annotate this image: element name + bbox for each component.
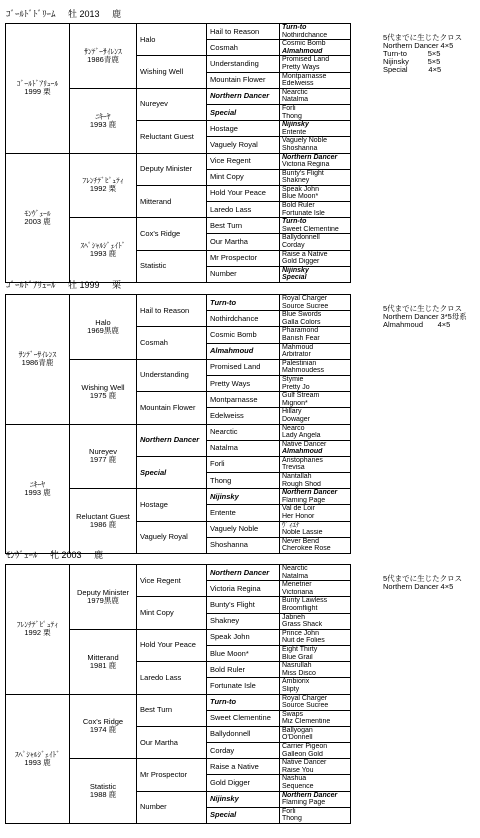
- gen5-cell: [280, 694, 351, 710]
- ancestor-info: 2003 鹿: [24, 216, 51, 226]
- gen3-cell: Statistic: [137, 250, 207, 282]
- gen5-cell: [280, 678, 351, 694]
- gen5-cell: [280, 104, 351, 120]
- gen5-name: Hillary: [282, 408, 302, 416]
- gen3-cell: Mountain Flower: [137, 392, 207, 424]
- gen3-cell: Cosmah: [137, 327, 207, 359]
- ancestor-name: ﾓﾝｳﾞｪｰﾙ: [24, 208, 51, 218]
- gen5-name: Aristophanes: [282, 456, 323, 464]
- grandparent-cell: [70, 24, 137, 89]
- gen5-cell: [280, 440, 351, 456]
- horse-name: ｺﾞｰﾙﾄﾞﾄﾞﾘｰﾑ: [6, 9, 56, 19]
- gen5-cell: [280, 424, 351, 440]
- gen4-cell: Cosmah: [207, 40, 280, 56]
- gen4-cell: Vaguely Royal: [207, 137, 280, 153]
- cross-note-line: Turn-to 5×5: [383, 49, 441, 58]
- gen5-name: Northern Dancer: [282, 791, 338, 799]
- grandparent-cell: [70, 489, 137, 554]
- ancestor-info: 1974 鹿: [89, 725, 117, 735]
- ancestor-info: 1993 鹿: [89, 249, 117, 259]
- gen5-cell: [280, 359, 351, 375]
- grandparent-cell: [70, 88, 137, 153]
- gen5-name: Eight Thirty: [282, 645, 318, 653]
- gen3-cell: Our Martha: [137, 726, 207, 758]
- gen5-cell: [280, 343, 351, 359]
- ancestor-name: Statistic: [89, 782, 117, 792]
- gen5-cell: [280, 645, 351, 661]
- horse-color: 栗: [112, 280, 122, 290]
- gen5-cell: [280, 234, 351, 250]
- gen5-cell: [280, 581, 351, 597]
- gen5-name: Cosmic Bomb: [282, 40, 326, 48]
- horse-sex-year: 牡 2013: [68, 9, 100, 19]
- gen5-name: Ballyogan: [282, 726, 313, 734]
- gen5-cell: [280, 88, 351, 104]
- gen5-cell: [280, 710, 351, 726]
- gen5-name: Natalma: [282, 96, 309, 104]
- gen5-cell: [280, 295, 351, 311]
- sire-dam-cell: [6, 295, 70, 425]
- gen4-cell: Nijinsky: [207, 489, 280, 505]
- gen5-name: Source Sucree: [282, 302, 329, 310]
- gen4-cell: Northern Dancer: [207, 565, 280, 581]
- gen3-cell: Special: [137, 456, 207, 488]
- gen5-name: Stymie: [282, 375, 304, 383]
- gen4-cell: Mr Prospector: [207, 250, 280, 266]
- gen5-cell: [280, 489, 351, 505]
- ancestor-info: 1992 栗: [89, 184, 117, 194]
- horse-color: 鹿: [94, 550, 104, 560]
- gen5-name: Flaming Page: [282, 799, 326, 807]
- gen5-name: Turn-to: [282, 24, 307, 31]
- gen5-name: Flaming Page: [282, 496, 326, 504]
- gen4-cell: Mint Copy: [207, 169, 280, 185]
- gen5-name: Forli: [282, 807, 296, 815]
- gen4-cell: Bold Ruler: [207, 662, 280, 678]
- gen5-cell: [280, 565, 351, 581]
- gen5-name: Blue Grail: [282, 653, 313, 661]
- gen4-cell: Special: [207, 807, 280, 823]
- gen5-name: Bunty's Flight: [282, 169, 324, 177]
- gen5-name: Blue Swords: [282, 311, 322, 319]
- sire-dam-cell: [6, 694, 70, 824]
- gen4-cell: Turn-to: [207, 694, 280, 710]
- gen5-name: Nasrullah: [282, 662, 312, 670]
- gen3-cell: Nureyev: [137, 88, 207, 120]
- gen3-cell: Wishing Well: [137, 56, 207, 88]
- gen5-cell: [280, 56, 351, 72]
- sire-dam-cell: [6, 424, 70, 554]
- gen5-name: Pretty Ways: [282, 63, 320, 71]
- gen5-name: Blue Moon*: [282, 193, 319, 201]
- ancestor-name: Cox's Ridge: [82, 717, 124, 727]
- gen5-name: Fortunate Isle: [282, 209, 325, 217]
- gen5-name: Banish Fear: [282, 334, 320, 342]
- gen5-name: Sweet Clementine: [282, 225, 339, 233]
- gen4-cell: Turn-to: [207, 295, 280, 311]
- gen5-cell: [280, 629, 351, 645]
- ancestor-info: 1977 鹿: [89, 455, 117, 465]
- gen4-cell: Shakney: [207, 613, 280, 629]
- ancestor-info: 1988 鹿: [89, 790, 117, 800]
- cross-note-line: Special 4×5: [383, 65, 442, 74]
- gen5-name: Ambiorix: [282, 678, 310, 686]
- gen5-cell: [280, 456, 351, 472]
- gen4-cell: Best Turn: [207, 218, 280, 234]
- gen5-name: Mahmoudess: [282, 367, 325, 375]
- gen5-name: Montparnasse: [282, 72, 327, 80]
- gen5-name: Nashua: [282, 775, 307, 783]
- gen5-name: Slipty: [282, 685, 300, 693]
- gen5-name: Native Dancer: [282, 440, 327, 448]
- grandparent-cell: [70, 424, 137, 489]
- gen5-name: Sequence: [282, 783, 314, 791]
- gen4-cell: Blue Moon*: [207, 645, 280, 661]
- ancestor-name: Halo: [95, 317, 111, 327]
- gen4-cell: Cosmic Bomb: [207, 327, 280, 343]
- gen3-cell: Mint Copy: [137, 597, 207, 629]
- gen4-cell: Pretty Ways: [207, 375, 280, 391]
- gen5-name: Edelweiss: [282, 80, 314, 88]
- cross-note-line: Almahmoud 4×5: [383, 320, 451, 329]
- ancestor-info: 1993 鹿: [24, 757, 51, 767]
- pedigree-table: [5, 294, 351, 554]
- ancestor-info: 1993 鹿: [89, 119, 117, 129]
- gen4-cell: Nijinsky: [207, 791, 280, 807]
- gen4-cell: Corday: [207, 743, 280, 759]
- gen5-cell: [280, 169, 351, 185]
- gen4-cell: Hostage: [207, 121, 280, 137]
- gen5-cell: [280, 137, 351, 153]
- gen5-name: Promised Land: [282, 56, 330, 64]
- gen3-cell: Hail to Reason: [137, 295, 207, 327]
- gen5-name: Gold Digger: [282, 258, 320, 266]
- ancestor-name: ﾌﾚﾝﾁﾃﾞﾋﾟｭﾃｨ: [82, 176, 124, 186]
- gen4-cell: Fortunate Isle: [207, 678, 280, 694]
- ancestor-name: Wishing Well: [81, 382, 125, 392]
- section-title: [6, 7, 121, 20]
- pedigree-table: [5, 564, 351, 824]
- gen4-cell: Sweet Clementine: [207, 710, 280, 726]
- sire-dam-cell: [6, 565, 70, 695]
- gen5-cell: [280, 121, 351, 137]
- ancestor-name: Mitterand: [87, 652, 119, 662]
- grandparent-cell: [70, 759, 137, 824]
- gen5-name: Nijinsky: [282, 266, 309, 274]
- gen5-cell: [280, 473, 351, 489]
- gen5-name: Forli: [282, 104, 296, 112]
- gen5-cell: [280, 791, 351, 807]
- gen5-cell: [280, 327, 351, 343]
- gen5-cell: [280, 375, 351, 391]
- gen4-cell: Entente: [207, 505, 280, 521]
- gen3-cell: Laredo Lass: [137, 662, 207, 694]
- ancestor-name: ｻﾝﾃﾞｰｻｲﾚﾝｽ: [84, 46, 122, 56]
- gen4-cell: Hail to Reason: [207, 24, 280, 40]
- ancestor-info: 1986青鹿: [21, 358, 54, 368]
- gen5-name: Nuit de Folies: [282, 637, 325, 645]
- gen5-name: Galla Colors: [282, 318, 321, 326]
- gen4-cell: Forli: [207, 456, 280, 472]
- gen4-cell: Our Martha: [207, 234, 280, 250]
- ancestor-info: 1975 鹿: [89, 390, 117, 400]
- gen5-name: Jabneh: [282, 613, 305, 621]
- gen5-name: Cherokee Rose: [282, 545, 331, 553]
- gen5-name: Entente: [282, 128, 307, 136]
- gen4-cell: Shoshanna: [207, 537, 280, 553]
- gen5-name: Nothirdchance: [282, 31, 328, 39]
- grandparent-cell: [70, 565, 137, 630]
- pedigree-table: [5, 23, 351, 283]
- gen5-cell: [280, 759, 351, 775]
- gen5-name: Carrier Pigeon: [282, 743, 328, 751]
- gen5-cell: [280, 266, 351, 282]
- gen4-cell: Montparnasse: [207, 392, 280, 408]
- gen5-name: O'Donnell: [282, 734, 313, 742]
- gen3-cell: Cox's Ridge: [137, 218, 207, 250]
- gen5-name: Raise a Native: [282, 250, 328, 258]
- gen3-cell: Mr Prospector: [137, 759, 207, 791]
- gen4-cell: Vaguely Noble: [207, 521, 280, 537]
- cross-note-line: Northern Dancer 4×5: [383, 41, 454, 50]
- gen5-name: Dowager: [282, 415, 311, 423]
- gen5-cell: [280, 153, 351, 169]
- gen5-name: Raise You: [282, 766, 314, 774]
- gen3-cell: Hostage: [137, 489, 207, 521]
- gen5-name: Galleon Gold: [282, 750, 323, 758]
- gen5-name: Almahmoud: [282, 47, 323, 55]
- cross-note-line: Northern Dancer 3*5母系: [383, 312, 467, 321]
- gen3-cell: Halo: [137, 24, 207, 56]
- gen5-name: Palestinian: [282, 359, 317, 367]
- sire-dam-cell: [6, 24, 70, 154]
- gen5-name: Val de Loir: [282, 505, 315, 513]
- gen5-cell: [280, 408, 351, 424]
- gen4-cell: Vice Regent: [207, 153, 280, 169]
- gen4-cell: Edelweiss: [207, 408, 280, 424]
- gen5-cell: [280, 40, 351, 56]
- gen5-name: Natalma: [282, 572, 309, 580]
- cross-note-line: 5代までに生じたクロス: [383, 574, 463, 583]
- ancestor-name: ﾌﾚﾝﾁﾃﾞﾋﾟｭﾃｨ: [16, 620, 59, 630]
- gen4-cell: Speak John: [207, 629, 280, 645]
- gen5-name: Victoria Regina: [282, 161, 330, 169]
- gen3-cell: Hold Your Peace: [137, 629, 207, 661]
- gen5-name: Mignon*: [282, 399, 308, 407]
- gen4-cell: Understanding: [207, 56, 280, 72]
- gen5-name: ｳﾞｨｴﾅ: [282, 521, 300, 529]
- gen4-cell: Ballydonnell: [207, 726, 280, 742]
- gen5-name: Rough Shod: [282, 480, 321, 488]
- ancestor-name: Reluctant Guest: [76, 512, 130, 522]
- gen4-cell: Number: [207, 266, 280, 282]
- section-title: [6, 548, 103, 561]
- gen5-name: Arbitrator: [282, 351, 311, 359]
- gen3-cell: Best Turn: [137, 694, 207, 726]
- gen3-cell: Reluctant Guest: [137, 121, 207, 153]
- ancestor-info: 1986 鹿: [89, 520, 117, 530]
- grandparent-cell: [70, 694, 137, 759]
- gen5-name: Northern Dancer: [282, 153, 338, 161]
- grandparent-cell: [70, 218, 137, 283]
- gen5-name: Her Honor: [282, 513, 315, 521]
- gen4-cell: Nothirdchance: [207, 311, 280, 327]
- gen5-name: Miz Clementine: [282, 718, 331, 726]
- gen4-cell: Nearctic: [207, 424, 280, 440]
- gen5-name: Swaps: [282, 710, 304, 718]
- gen5-name: Mahmoud: [282, 343, 314, 351]
- horse-name: ﾓﾝｳﾞｪｰﾙ: [6, 550, 38, 560]
- gen5-name: Nijinsky: [282, 121, 309, 129]
- gen5-cell: [280, 597, 351, 613]
- gen3-cell: Understanding: [137, 359, 207, 391]
- gen5-name: Miss Disco: [282, 669, 316, 677]
- grandparent-cell: [70, 295, 137, 360]
- gen5-name: Corday: [282, 242, 305, 250]
- cross-notes: [383, 575, 462, 591]
- gen5-cell: [280, 185, 351, 201]
- gen5-name: Thong: [282, 112, 302, 120]
- grandparent-cell: [70, 629, 137, 694]
- gen4-cell: Raise a Native: [207, 759, 280, 775]
- ancestor-info: 1992 栗: [24, 628, 51, 638]
- gen5-name: Shoshanna: [282, 144, 318, 152]
- gen5-name: Never Bend: [282, 537, 319, 545]
- gen5-cell: [280, 202, 351, 218]
- gen4-cell: Thong: [207, 473, 280, 489]
- ancestor-info: 1969黒鹿: [87, 325, 119, 335]
- gen5-name: Pharamond: [282, 327, 319, 335]
- ancestor-info: 1999 栗: [24, 87, 51, 97]
- ancestor-name: Deputy Minister: [76, 587, 130, 597]
- ancestor-name: ｽﾍﾟｼｬﾙｼﾞｪｲﾄﾞ: [15, 749, 60, 759]
- gen5-name: Thong: [282, 815, 302, 823]
- horse-sex-year: 牝 2003: [50, 550, 82, 560]
- gen5-cell: [280, 775, 351, 791]
- cross-notes: [383, 34, 462, 74]
- gen3-cell: Number: [137, 791, 207, 823]
- gen3-cell: Mitterand: [137, 185, 207, 217]
- cross-note-line: 5代までに生じたクロス: [383, 33, 463, 42]
- ancestor-name: ｺﾞｰﾙﾄﾞｱﾘｭｰﾙ: [16, 79, 59, 89]
- gen5-name: Nearctic: [282, 88, 308, 96]
- cross-note-line: Northern Dancer 4×5: [383, 582, 454, 591]
- gen5-name: Speak John: [282, 185, 319, 193]
- gen5-name: Turn-to: [282, 218, 307, 226]
- horse-color: 鹿: [112, 9, 122, 19]
- gen5-name: Noble Lassie: [282, 529, 323, 537]
- horse-name: ｺﾞｰﾙﾄﾞｱﾘｭｰﾙ: [6, 280, 56, 290]
- gen5-cell: [280, 521, 351, 537]
- horse-sex-year: 牡 1999: [68, 280, 100, 290]
- gen5-name: Bunty Lawless: [282, 597, 328, 605]
- gen5-name: Vaguely Noble: [282, 137, 328, 145]
- gen4-cell: Promised Land: [207, 359, 280, 375]
- gen3-cell: Vaguely Royal: [137, 521, 207, 553]
- gen5-name: Trevisa: [282, 464, 305, 472]
- gen5-name: Ballydonnell: [282, 234, 320, 242]
- gen5-name: Northern Dancer: [282, 489, 338, 497]
- gen5-cell: [280, 218, 351, 234]
- cross-note-line: Nijinsky 5×5: [383, 57, 441, 66]
- gen5-name: Nearctic: [282, 565, 308, 572]
- gen5-cell: [280, 250, 351, 266]
- gen4-cell: Special: [207, 104, 280, 120]
- gen5-name: Menetrier: [282, 581, 312, 589]
- gen5-name: Almahmoud: [282, 448, 323, 456]
- gen5-name: Shakney: [282, 177, 310, 185]
- ancestor-info: 1979黒鹿: [87, 595, 119, 605]
- gen5-name: Royal Charger: [282, 295, 328, 302]
- gen5-name: Victoriana: [282, 588, 314, 596]
- sire-dam-cell: [6, 153, 70, 283]
- grandparent-cell: [70, 153, 137, 218]
- gen5-cell: [280, 392, 351, 408]
- gen5-name: Gulf Stream: [282, 392, 320, 400]
- gen3-cell: Deputy Minister: [137, 153, 207, 185]
- grandparent-cell: [70, 359, 137, 424]
- cross-notes: [383, 305, 467, 329]
- gen5-cell: [280, 613, 351, 629]
- gen4-cell: Natalma: [207, 440, 280, 456]
- ancestor-info: 1981 鹿: [89, 660, 117, 670]
- gen5-name: Native Dancer: [282, 759, 327, 767]
- gen4-cell: Gold Digger: [207, 775, 280, 791]
- gen4-cell: Almahmoud: [207, 343, 280, 359]
- gen5-cell: [280, 743, 351, 759]
- gen5-name: Source Sucree: [282, 702, 329, 710]
- gen4-cell: Laredo Lass: [207, 202, 280, 218]
- ancestor-name: ﾆｷｰﾔ: [30, 479, 45, 489]
- gen5-cell: [280, 807, 351, 823]
- gen5-cell: [280, 72, 351, 88]
- ancestor-info: 1986青鹿: [87, 54, 119, 64]
- gen3-cell: Vice Regent: [137, 565, 207, 597]
- ancestor-info: 1993 鹿: [24, 487, 51, 497]
- ancestor-name: Nureyev: [89, 447, 117, 457]
- gen4-cell: Mountain Flower: [207, 72, 280, 88]
- gen5-name: Nantallah: [282, 473, 312, 481]
- gen5-cell: [280, 505, 351, 521]
- gen4-cell: Bunty's Flight: [207, 597, 280, 613]
- cross-note-line: 5代までに生じたクロス: [383, 304, 463, 313]
- gen5-name: Pretty Jo: [282, 383, 310, 391]
- gen3-cell: Northern Dancer: [137, 424, 207, 456]
- section-title: [6, 278, 121, 291]
- gen5-name: Broomflight: [282, 604, 318, 612]
- gen5-name: Royal Charger: [282, 694, 328, 702]
- gen5-name: Lady Angela: [282, 432, 321, 440]
- ancestor-name: ｻﾝﾃﾞｰｻｲﾚﾝｽ: [18, 350, 57, 360]
- gen5-name: Nearco: [282, 424, 305, 432]
- gen5-name: Bold Ruler: [282, 202, 315, 210]
- gen5-cell: [280, 24, 351, 40]
- gen4-cell: Hold Your Peace: [207, 185, 280, 201]
- gen5-name: Prince John: [282, 629, 319, 637]
- ancestor-name: ﾆｷｰﾔ: [95, 111, 111, 121]
- gen5-cell: [280, 662, 351, 678]
- gen4-cell: Victoria Regina: [207, 581, 280, 597]
- gen5-cell: [280, 726, 351, 742]
- gen5-cell: [280, 537, 351, 553]
- ancestor-name: ｽﾍﾟｼｬﾙｼﾞｪｲﾄﾞ: [80, 241, 126, 251]
- gen5-cell: [280, 311, 351, 327]
- gen4-cell: Northern Dancer: [207, 88, 280, 104]
- gen5-name: Grass Shack: [282, 621, 323, 629]
- gen5-name: Special: [282, 274, 307, 282]
